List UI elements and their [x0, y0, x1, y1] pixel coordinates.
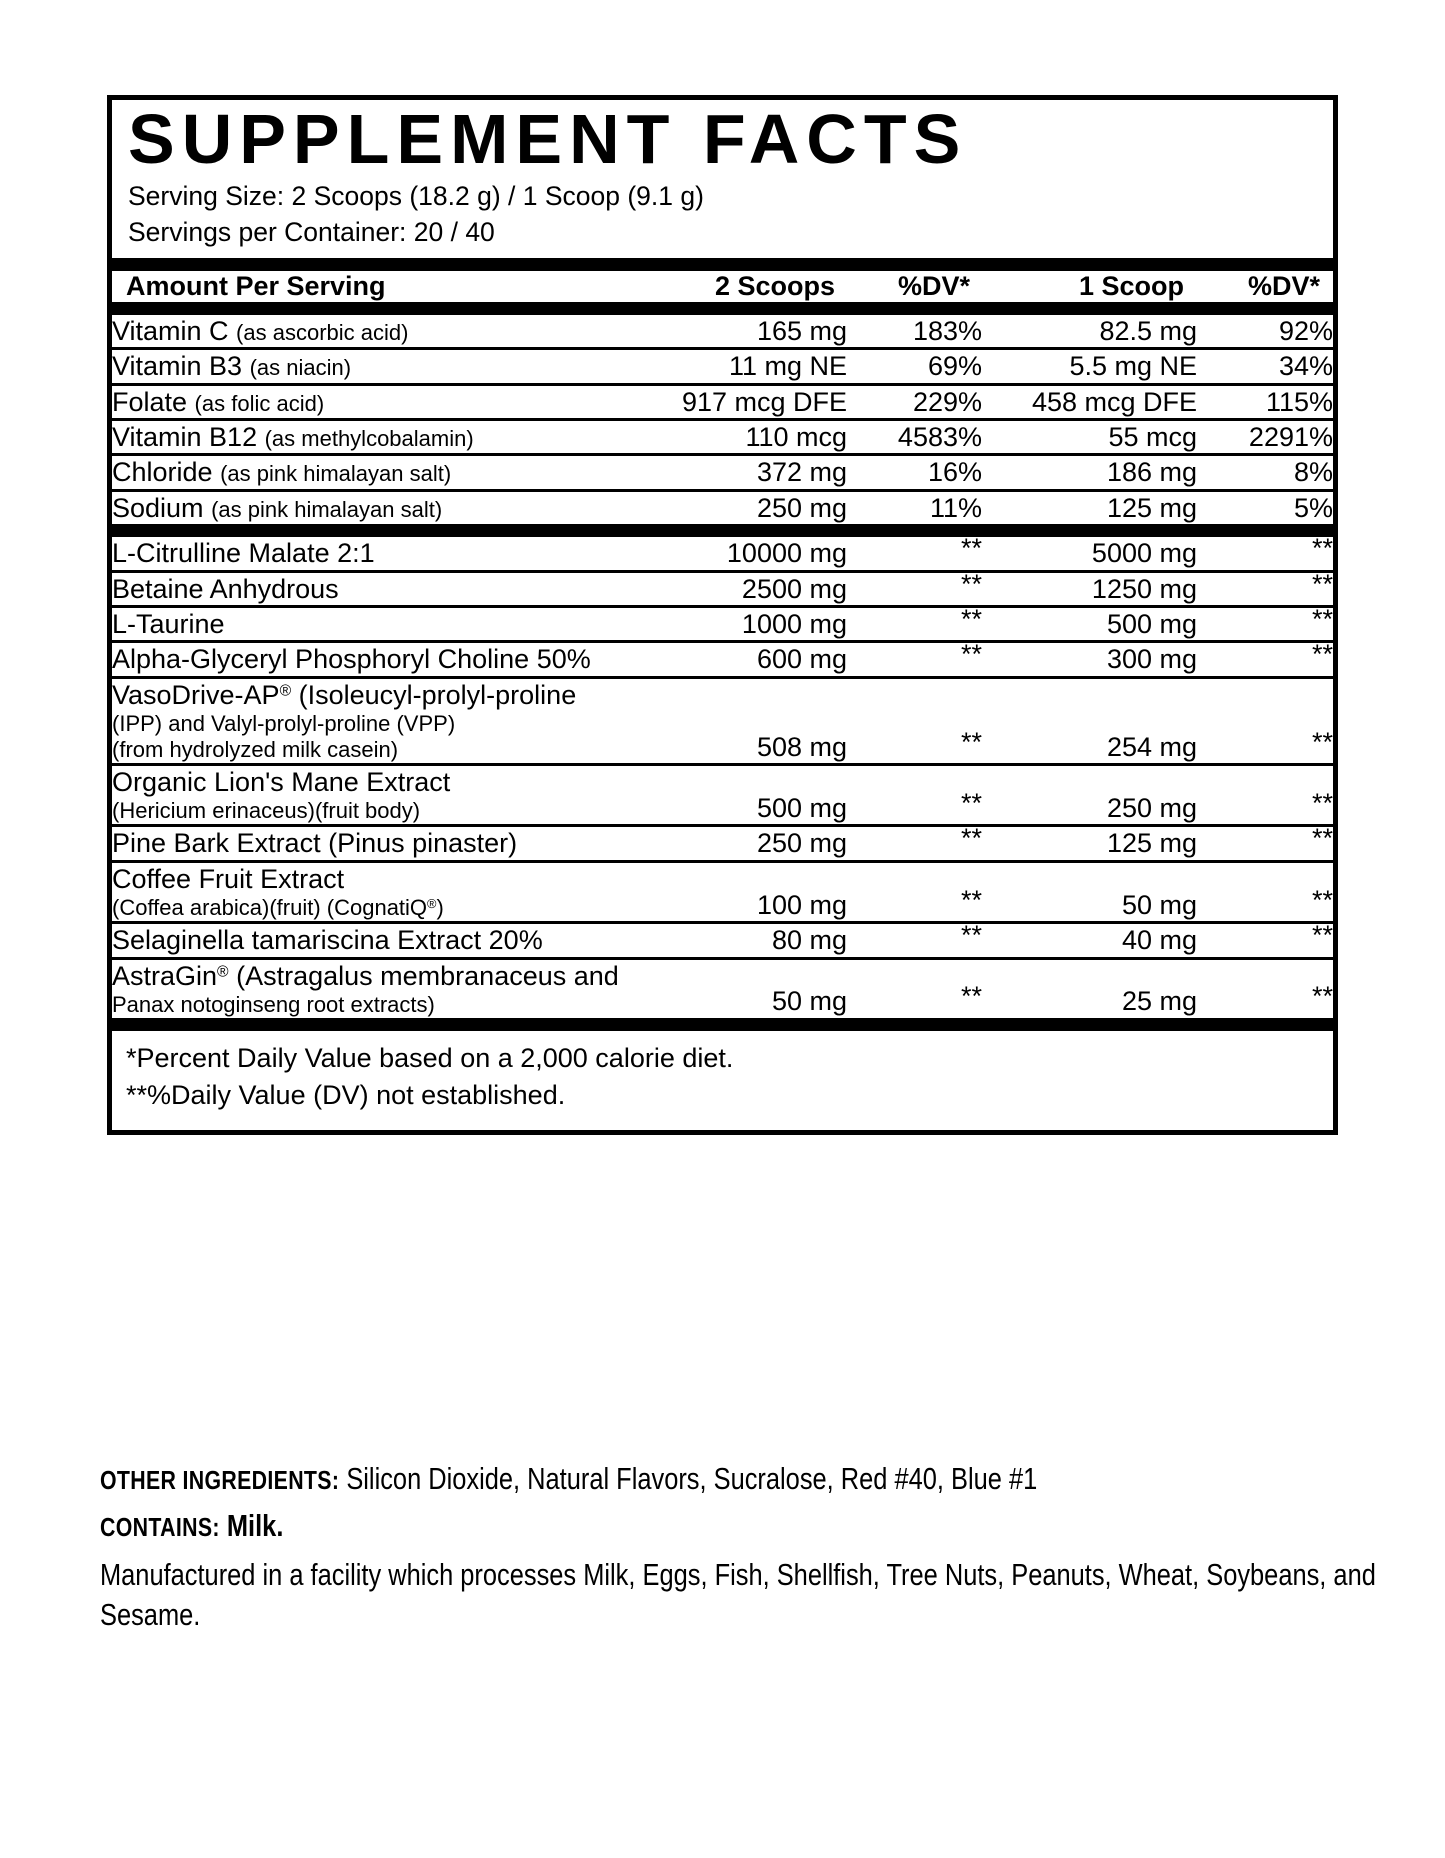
footnote-percent-dv: *Percent Daily Value based on a 2,000 calorie diet.	[126, 1042, 734, 1073]
other-ingredients-label: OTHER INGREDIENTS:	[100, 1465, 340, 1495]
dv-1-scoop	[1197, 920, 1333, 958]
ingredient-name: VasoDrive-AP® (Isoleucyl-prolyl-proline	[112, 679, 577, 710]
dv-not-established-marker: **	[960, 568, 982, 599]
contains-value: Milk.	[226, 1508, 284, 1543]
nutrient-name: Vitamin B3	[112, 351, 250, 382]
ingredient-detail: Panax notoginseng root extracts)	[112, 991, 435, 1017]
dv-2-scoops	[847, 533, 982, 571]
dv-1-scoop: 34%	[1197, 349, 1333, 384]
dv-2-scoops	[847, 677, 982, 764]
ingredient-name-cell	[112, 571, 632, 606]
table-row	[112, 642, 1333, 677]
amount-1-scoop: 125 mg	[982, 826, 1197, 861]
amount-2-scoops: 917 mcg DFE	[632, 384, 847, 419]
nutrient-source: (as folic acid)	[194, 390, 325, 416]
ingredient-detail: (Hericium erinaceus)(fruit body)	[112, 798, 421, 824]
nutrient-source: (as ascorbic acid)	[236, 319, 409, 345]
amount-2-scoops: 1000 mg	[632, 606, 847, 641]
page-title: SUPPLEMENT FACTS	[128, 100, 968, 178]
vitamins-table	[112, 315, 1333, 524]
amount-1-scoop: 250 mg	[982, 765, 1197, 826]
registered-trademark-icon: ®	[279, 682, 292, 700]
footnote-dv-not-established: **%Daily Value (DV) not established.	[126, 1080, 566, 1111]
amount-1-scoop: 300 mg	[982, 642, 1197, 677]
nutrient-source: (as pink himalayan salt)	[211, 496, 443, 522]
amount-1-scoop: 5000 mg	[1091, 538, 1197, 569]
dv-not-established-marker: **	[960, 823, 982, 854]
dv-2-scoops: 69%	[847, 349, 982, 384]
amount-2-scoops: 110 mcg	[632, 420, 847, 455]
divider-above-header	[112, 258, 1333, 271]
dv-not-established-marker: **	[960, 603, 982, 634]
dv-not-established-marker: **	[1311, 568, 1333, 599]
amount-2-scoops: 50 mg	[632, 958, 847, 1018]
dv-not-established-marker: **	[1311, 788, 1333, 819]
ingredient-name: Pine Bark Extract (Pinus pinaster)	[112, 828, 518, 859]
amount-2-scoops: 11 mg NE	[632, 349, 847, 384]
table-row	[112, 384, 1333, 419]
table-row	[112, 571, 1333, 606]
nutrient-name: Sodium	[112, 492, 212, 523]
dv-1-scoop: 115%	[1197, 384, 1333, 419]
nutrient-name: Chloride	[112, 457, 221, 488]
table-header-row	[112, 271, 1333, 302]
amount-2-scoops: 600 mg	[632, 642, 847, 677]
dv-1-scoop: 2291%	[1197, 420, 1333, 455]
table-row	[112, 455, 1333, 490]
ingredient-name-cell	[112, 826, 632, 861]
dv-not-established-marker: **	[1311, 603, 1333, 634]
dv-not-established-marker: **	[1311, 726, 1333, 757]
ingredient-name: Selaginella tamariscina Extract 20%	[112, 925, 543, 956]
dv-2-scoops	[847, 765, 982, 826]
dv-not-established-marker: **	[960, 726, 982, 757]
nutrient-name: Folate	[112, 386, 195, 417]
table-row	[112, 826, 1333, 861]
ingredient-name: Alpha-Glyceryl Phosphoryl Choline 50%	[112, 644, 591, 675]
ingredient-name: Coffee Fruit Extract	[112, 863, 345, 894]
amount-2-scoops: 100 mg	[632, 861, 847, 922]
ingredient-name-cell	[112, 677, 632, 764]
dv-2-scoops	[847, 861, 982, 922]
panel-header	[112, 100, 1333, 258]
dv-not-established-marker: **	[1311, 920, 1333, 951]
dv-1-scoop: 92%	[1278, 315, 1333, 346]
nutrient-source: (as methylcobalamin)	[264, 426, 474, 452]
table-row	[112, 923, 1333, 958]
facts-table-header	[112, 271, 1333, 302]
dv-not-established-marker: **	[960, 788, 982, 819]
dv-2-scoops	[847, 823, 982, 861]
amount-1-scoop: 186 mg	[982, 455, 1197, 490]
ingredient-name-cell	[112, 606, 632, 641]
ingredient-name-cell	[112, 861, 632, 922]
contains-line	[100, 1510, 1370, 1541]
dv-not-established-marker: **	[1311, 884, 1333, 915]
dv-1-scoop	[1197, 533, 1333, 571]
dv-not-established-marker: **	[1311, 981, 1333, 1012]
ingredient-statements	[100, 1461, 1376, 1634]
amount-1-scoop: 254 mg	[982, 677, 1197, 764]
table-row	[112, 315, 1333, 349]
dv-1-scoop	[1197, 568, 1333, 606]
column-header-2-scoops: 2 Scoops	[714, 270, 835, 301]
amount-2-scoops: 250 mg	[632, 826, 847, 861]
amount-2-scoops: 80 mg	[632, 923, 847, 958]
serving-size-line: Serving Size: 2 Scoops (18.2 g) / 1 Scoop (9.1 g)	[128, 181, 704, 212]
ingredient-detail: (from hydrolyzed milk casein)	[112, 737, 399, 763]
amount-2-scoops: 372 mg	[632, 455, 847, 490]
amount-1-scoop: 500 mg	[982, 606, 1197, 641]
column-header-amount-per-serving: Amount Per Serving	[126, 270, 386, 301]
dv-not-established-marker: **	[1311, 823, 1333, 854]
other-ingredients-value: Silicon Dioxide, Natural Flavors, Sucralose, Red #40, Blue #1	[346, 1461, 1038, 1496]
ingredient-name-cell	[112, 765, 632, 826]
registered-trademark-icon: ®	[427, 896, 437, 912]
other-ingredients-line	[100, 1463, 1370, 1494]
dv-not-established-marker: **	[960, 920, 982, 951]
dv-1-scoop	[1197, 765, 1333, 826]
table-row	[112, 765, 1333, 826]
dv-1-scoop: 5%	[1197, 490, 1333, 524]
amount-1-scoop: 458 mcg DFE	[982, 384, 1197, 419]
amount-1-scoop: 40 mg	[982, 923, 1197, 958]
dv-2-scoops	[847, 603, 982, 641]
ingredient-name: AstraGin® (Astragalus membranaceus and	[112, 960, 619, 991]
ingredient-name-cell	[112, 958, 632, 1018]
manufactured-statement: Manufactured in a facility which processes Milk, Eggs, Fish, Shellfish, Tree Nuts, Peanuts, Wheat, Soybeans, and Sesame.	[100, 1557, 1376, 1632]
ingredient-name: L-Taurine	[112, 608, 225, 639]
dv-not-established-marker: **	[960, 981, 982, 1012]
footnote-block	[112, 1031, 1333, 1131]
nutrient-name-cell	[112, 315, 632, 349]
ingredient-name: Betaine Anhydrous	[112, 573, 339, 604]
table-row	[112, 420, 1333, 455]
registered-trademark-icon: ®	[217, 962, 229, 980]
dv-not-established-marker: **	[960, 884, 982, 915]
table-row	[112, 958, 1333, 1018]
ingredient-name-cell	[112, 537, 632, 571]
dv-1-scoop	[1197, 677, 1333, 764]
dv-2-scoops	[847, 958, 982, 1018]
amount-1-scoop: 50 mg	[982, 861, 1197, 922]
dv-2-scoops: 183%	[912, 315, 982, 346]
table-row	[112, 490, 1333, 524]
dv-not-established-marker: **	[960, 533, 982, 564]
amount-1-scoop: 25 mg	[982, 958, 1197, 1018]
dv-2-scoops: 11%	[847, 490, 982, 524]
nutrient-source: (as niacin)	[249, 355, 352, 381]
column-header-dv-2-scoops: %DV*	[897, 270, 970, 301]
dv-1-scoop	[1197, 861, 1333, 922]
dv-1-scoop: 8%	[1197, 455, 1333, 490]
dv-2-scoops	[847, 639, 982, 677]
table-row	[112, 861, 1333, 922]
nutrient-name-cell	[112, 384, 632, 419]
amount-2-scoops: 2500 mg	[632, 571, 847, 606]
amount-2-scoops: 508 mg	[632, 677, 847, 764]
ingredient-detail: (Coffea arabica)(fruit) (CognatiQ®)	[112, 895, 444, 921]
table-row	[112, 349, 1333, 384]
dv-2-scoops	[847, 568, 982, 606]
dv-2-scoops	[847, 920, 982, 958]
nutrient-name: Vitamin C	[112, 315, 237, 346]
amount-2-scoops: 10000 mg	[726, 538, 847, 569]
ingredient-name-cell	[112, 642, 632, 677]
nutrient-name: Vitamin B12	[112, 422, 265, 453]
amount-1-scoop: 1250 mg	[982, 571, 1197, 606]
divider-below-header	[112, 302, 1333, 315]
dv-1-scoop	[1197, 603, 1333, 641]
nutrient-source: (as pink himalayan salt)	[220, 461, 452, 487]
amount-2-scoops: 500 mg	[632, 765, 847, 826]
dv-1-scoop	[1197, 823, 1333, 861]
dv-2-scoops: 16%	[847, 455, 982, 490]
nutrient-name-cell	[112, 455, 632, 490]
divider-above-footnote	[112, 1018, 1333, 1031]
column-header-1-scoop: 1 Scoop	[1078, 270, 1184, 301]
amount-1-scoop: 125 mg	[982, 490, 1197, 524]
ingredient-name: L-Citrulline Malate 2:1	[112, 538, 375, 569]
ingredients-table	[112, 533, 1333, 1018]
amount-2-scoops: 250 mg	[632, 490, 847, 524]
dv-1-scoop	[1197, 958, 1333, 1018]
dv-not-established-marker: **	[960, 639, 982, 670]
table-row	[112, 537, 1333, 571]
dv-not-established-marker: **	[1311, 639, 1333, 670]
manufactured-statement-wrap	[100, 1555, 1445, 1634]
divider-vitamins-ingredients	[112, 524, 1333, 537]
ingredient-name: Organic Lion's Mane Extract	[112, 767, 451, 798]
amount-1-scoop: 55 mcg	[982, 420, 1197, 455]
column-header-dv-1-scoop: %DV*	[1247, 270, 1320, 301]
servings-per-container-line: Servings per Container: 20 / 40	[128, 216, 495, 247]
nutrient-name-cell	[112, 490, 632, 524]
dv-2-scoops: 229%	[847, 384, 982, 419]
amount-2-scoops: 165 mg	[756, 315, 847, 346]
dv-not-established-marker: **	[1311, 533, 1333, 564]
amount-1-scoop: 82.5 mg	[1099, 315, 1197, 346]
amount-1-scoop: 5.5 mg NE	[982, 349, 1197, 384]
table-row	[112, 677, 1333, 764]
contains-label: CONTAINS:	[100, 1512, 220, 1542]
dv-2-scoops: 4583%	[847, 420, 982, 455]
ingredient-detail: (IPP) and Valyl-prolyl-proline (VPP)	[112, 711, 456, 737]
table-row	[112, 606, 1333, 641]
ingredient-name-cell	[112, 923, 632, 958]
supplement-facts-panel	[107, 95, 1338, 1135]
dv-1-scoop	[1197, 639, 1333, 677]
nutrient-name-cell	[112, 349, 632, 384]
nutrient-name-cell	[112, 420, 632, 455]
